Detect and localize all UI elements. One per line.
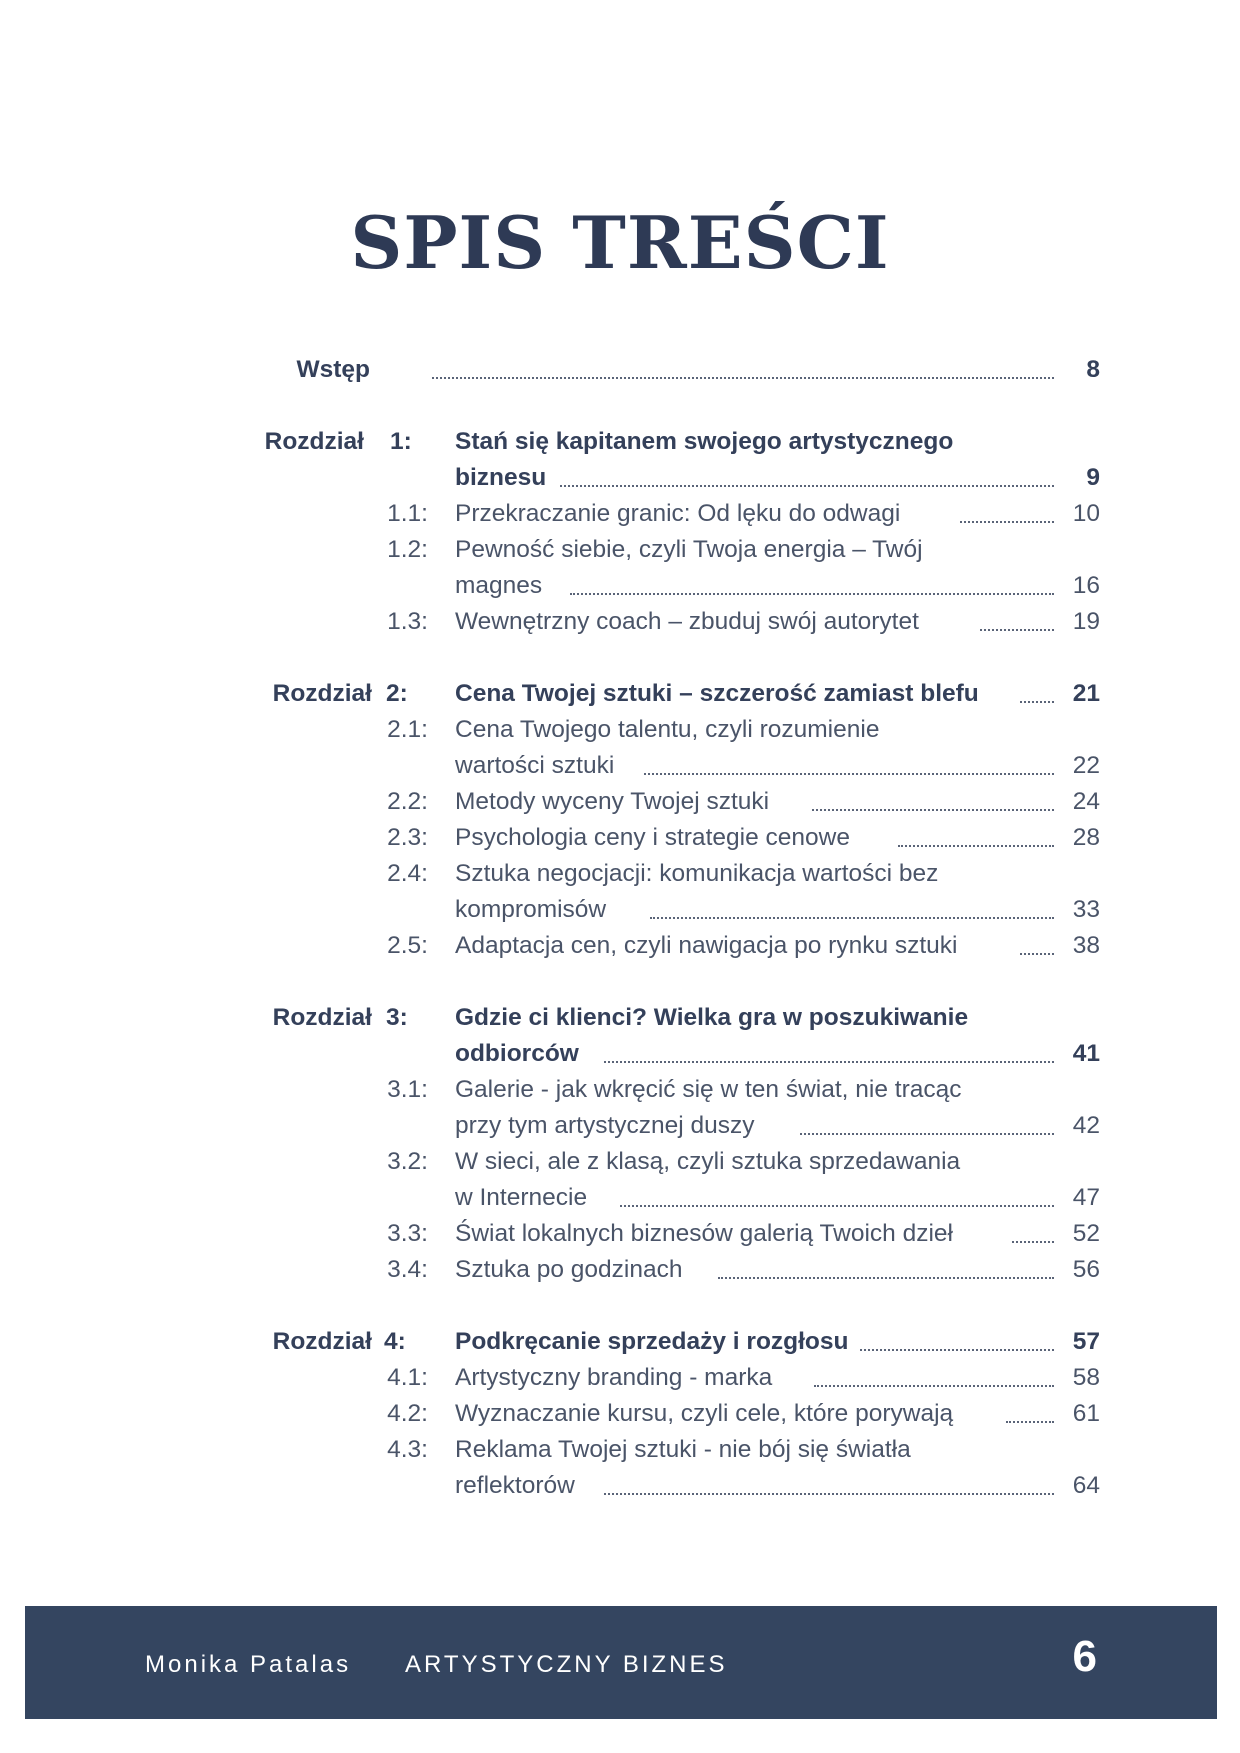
toc-chapter-4[interactable] [0, 1324, 1240, 1360]
page-number: 64 [1072, 1472, 1100, 1499]
page-number: 56 [1072, 1256, 1100, 1283]
section-number: 2.4: [387, 860, 428, 887]
section-title-cont: przy tym artystycznej duszy [455, 1112, 755, 1139]
section-number: 3.2: [387, 1148, 428, 1175]
section-title: Adaptacja cen, czyli nawigacja po rynku sztuki [455, 932, 958, 959]
section-title-cont: wartości sztuki [455, 752, 615, 779]
dot-leader [800, 1133, 1054, 1135]
toc-section-4-1[interactable] [0, 1360, 1240, 1396]
section-title-cont: reflektorów [455, 1472, 575, 1499]
dot-leader [1020, 953, 1054, 955]
toc-section-3-2[interactable] [0, 1144, 1240, 1180]
section-number: 4.3: [387, 1436, 428, 1463]
section-title: Cena Twojego talentu, czyli rozumienie [455, 716, 880, 743]
page-number: 9 [1086, 464, 1100, 491]
section-number: 2.5: [387, 932, 428, 959]
section-title: Wewnętrzny coach – zbuduj swój autorytet [455, 608, 919, 635]
page-number: 19 [1072, 608, 1100, 635]
page-number: 61 [1072, 1400, 1100, 1427]
page-number: 22 [1072, 752, 1100, 779]
toc-section-2-5[interactable] [0, 928, 1240, 964]
dot-leader [718, 1277, 1054, 1279]
page-number: 8 [1086, 356, 1100, 383]
page-number: 52 [1072, 1220, 1100, 1247]
chapter-label: Rozdział [264, 428, 364, 455]
toc-chapter-3[interactable] [0, 1000, 1240, 1036]
section-title-cont: magnes [455, 572, 543, 599]
dot-leader [980, 629, 1054, 631]
page-number: 28 [1072, 824, 1100, 851]
dot-leader [1006, 1421, 1054, 1423]
chapter-label: Rozdział [272, 680, 372, 707]
page-number: 58 [1072, 1364, 1100, 1391]
toc-section-2-1[interactable] [0, 712, 1240, 748]
toc-section-3-3[interactable] [0, 1216, 1240, 1252]
toc-section-4-3-cont[interactable] [0, 1468, 1240, 1504]
toc-chapter-2[interactable] [0, 676, 1240, 712]
dot-leader [960, 521, 1054, 523]
dot-leader [620, 1205, 1054, 1207]
toc-entry-intro[interactable] [0, 352, 1240, 388]
toc-section-4-2[interactable] [0, 1396, 1240, 1432]
toc-section-3-2-cont[interactable] [0, 1180, 1240, 1216]
section-title-cont: w Internecie [455, 1184, 588, 1211]
section-title: Reklama Twojej sztuki - nie bój się światła [455, 1436, 911, 1463]
section-title: Galerie - jak wkręcić się w ten świat, nie tracąc [455, 1076, 962, 1103]
toc-section-2-2[interactable] [0, 784, 1240, 820]
section-number: 4.2: [387, 1400, 428, 1427]
chapter-number: 4: [384, 1328, 406, 1355]
intro-label: Wstęp [296, 356, 370, 383]
dot-leader [560, 485, 1054, 487]
toc-section-3-1[interactable] [0, 1072, 1240, 1108]
section-title: Sztuka po godzinach [455, 1256, 683, 1283]
section-number: 3.1: [387, 1076, 428, 1103]
section-title-cont: kompromisów [455, 896, 607, 923]
toc-section-2-4-cont[interactable] [0, 892, 1240, 928]
toc-section-3-4[interactable] [0, 1252, 1240, 1288]
chapter-title-cont: biznesu [455, 464, 547, 491]
dot-leader [432, 377, 1054, 379]
page-number: 38 [1072, 932, 1100, 959]
dot-leader [814, 1385, 1054, 1387]
section-title: Przekraczanie granic: Od lęku do odwagi [455, 500, 901, 527]
dot-leader [1020, 701, 1054, 703]
page-number: 21 [1072, 680, 1100, 707]
dot-leader [570, 593, 1054, 595]
footer-page-number: 6 [1072, 1632, 1097, 1681]
section-number: 2.1: [387, 716, 428, 743]
toc-chapter-1[interactable] [0, 424, 1240, 460]
page-title: SPIS TREŚCI [350, 200, 890, 285]
toc-section-3-1-cont[interactable] [0, 1108, 1240, 1144]
chapter-number: 2: [386, 680, 408, 707]
page-number: 57 [1072, 1328, 1100, 1355]
chapter-label: Rozdział [272, 1004, 372, 1031]
section-number: 3.4: [387, 1256, 428, 1283]
section-number: 1.1: [387, 500, 428, 527]
section-title: Artystyczny branding - marka [455, 1364, 773, 1391]
footer-author: Monika Patalas [145, 1651, 352, 1678]
dot-leader [860, 1349, 1054, 1351]
chapter-number: 3: [386, 1004, 408, 1031]
section-title: Psychologia ceny i strategie cenowe [455, 824, 850, 851]
section-number: 2.3: [387, 824, 428, 851]
section-number: 1.3: [387, 608, 428, 635]
chapter-title: Stań się kapitanem swojego artystycznego [455, 428, 954, 455]
toc-section-2-3[interactable] [0, 820, 1240, 856]
page-number: 16 [1072, 572, 1100, 599]
chapter-title: Gdzie ci klienci? Wielka gra w poszukiwanie [455, 1004, 969, 1031]
page-number: 41 [1072, 1040, 1100, 1067]
chapter-title-cont: odbiorców [455, 1040, 579, 1067]
section-title: W sieci, ale z klasą, czyli sztuka sprzedawania [455, 1148, 961, 1175]
dot-leader [1012, 1241, 1054, 1243]
toc-section-1-2[interactable] [0, 532, 1240, 568]
dot-leader [812, 809, 1054, 811]
chapter-number: 1: [390, 428, 412, 455]
toc-section-4-3[interactable] [0, 1432, 1240, 1468]
section-title: Metody wyceny Twojej sztuki [455, 788, 770, 815]
page-footer [25, 1606, 1217, 1719]
toc-section-2-4[interactable] [0, 856, 1240, 892]
page-number: 33 [1072, 896, 1100, 923]
dot-leader [650, 917, 1054, 919]
chapter-label: Rozdział [272, 1328, 372, 1355]
page-number: 10 [1072, 500, 1100, 527]
toc-section-1-2-cont[interactable] [0, 568, 1240, 604]
toc-section-2-1-cont[interactable] [0, 748, 1240, 784]
dot-leader [604, 1493, 1054, 1495]
section-title: Wyznaczanie kursu, czyli cele, które porywają [455, 1400, 954, 1427]
section-number: 4.1: [387, 1364, 428, 1391]
section-title: Świat lokalnych biznesów galerią Twoich dzieł [455, 1220, 953, 1247]
dot-leader [644, 773, 1054, 775]
toc-section-1-1[interactable] [0, 496, 1240, 532]
section-number: 1.2: [387, 536, 428, 563]
section-title: Pewność siebie, czyli Twoja energia – Twój [455, 536, 923, 563]
footer-book-title: ARTYSTYCZNY BIZNES [405, 1651, 728, 1678]
section-title: Sztuka negocjacji: komunikacja wartości bez [455, 860, 939, 887]
toc-chapter-1-cont[interactable] [0, 460, 1240, 496]
chapter-title: Cena Twojej sztuki – szczerość zamiast blefu [455, 680, 979, 707]
page-number: 42 [1072, 1112, 1100, 1139]
dot-leader [898, 845, 1054, 847]
toc-section-1-3[interactable] [0, 604, 1240, 640]
section-number: 3.3: [387, 1220, 428, 1247]
chapter-title: Podkręcanie sprzedaży i rozgłosu [455, 1328, 849, 1355]
dot-leader [604, 1061, 1054, 1063]
page-number: 24 [1072, 788, 1100, 815]
toc-chapter-3-cont[interactable] [0, 1036, 1240, 1072]
section-number: 2.2: [387, 788, 428, 815]
page-number: 47 [1072, 1184, 1100, 1211]
